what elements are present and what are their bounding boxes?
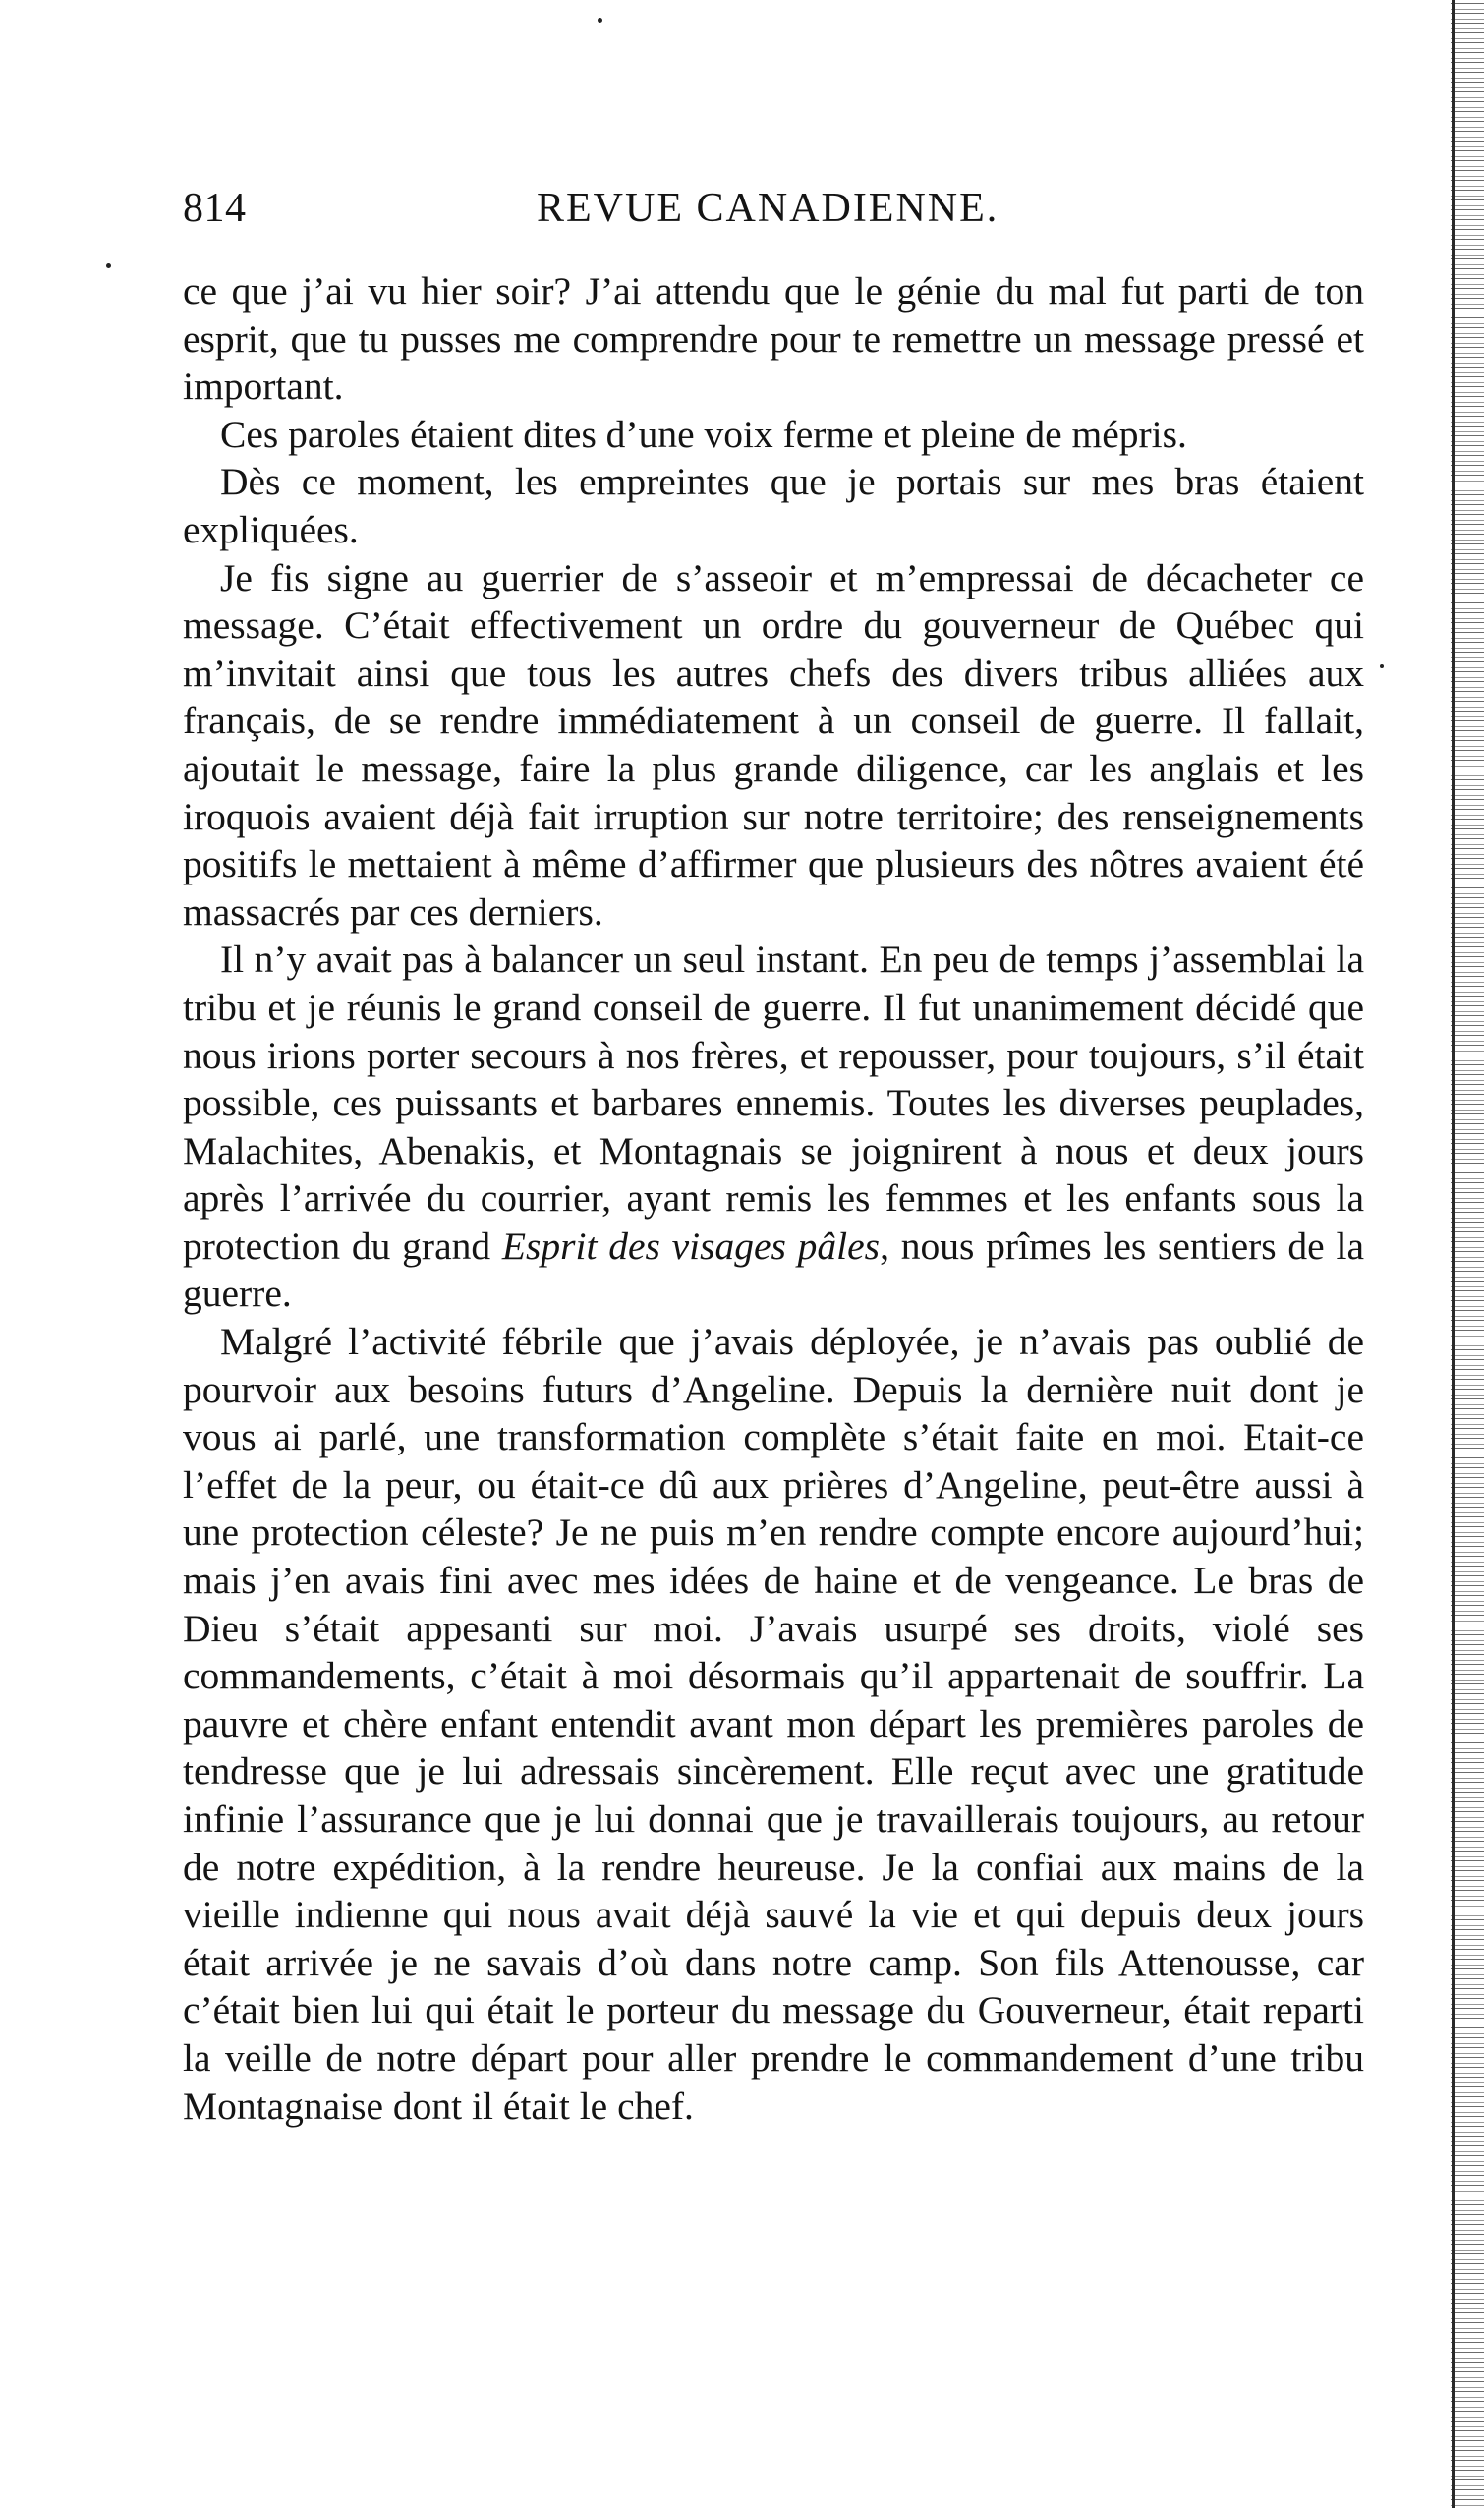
page-header (183, 185, 1364, 244)
italic-phrase: Esprit des visages pâles (501, 1224, 881, 1268)
paragraph-text: Il n’y avait pas à balancer un seul instant. En peu de temps j’assemblai la tribu et je réunis le grand conseil de guerre. Il fut unanimement décidé que nous irions porter secours à nos frères, et repousser, pour toujours, s’il était possible, ces puissants et barbares ennemis. Toutes les diverses peuplades, Malachites, Abenakis, et Montagnais se joignirent à nous et deux jours après l’arrivée du courrier, ayant remis les femmes et les enfants sous la protection du grand (183, 938, 1364, 1268)
running-head: REVUE CANADIENNE. (537, 186, 999, 231)
paragraph: Je fis signe au guerrier de s’asseoir et m’empressai de décacheter ce message. C’était effectivement un ordre du gouverneur de Québec qui m’invitait ainsi que tous les autres chefs des divers tribus alliées aux français, de se rendre immédiatement à un conseil de guerre. Il fallait, ajoutait le message, faire la plus grande diligence, car les anglais et les iroquois avaient déjà fait irruption sur notre territoire; des renseignements positifs le mettaient à même d’affirmer que plusieurs des nôtres avaient été massacrés par ces derniers. (183, 555, 1364, 934)
paragraph-text: , nous prîmes les sentiers de la guerre. (183, 1224, 1364, 1316)
ink-speck (1380, 664, 1384, 668)
paragraph: Ces paroles étaient dites d’une voix ferme et pleine de mépris. (220, 412, 1187, 456)
binding-line (1452, 0, 1455, 2508)
page-number: 814 (183, 186, 247, 231)
binding-edge (1451, 0, 1484, 2508)
ink-speck (598, 18, 602, 23)
ink-speck (106, 263, 111, 268)
paragraph-continuation: ce que j’ai vu hier soir? J’ai attendu que le génie du mal fut parti de ton esprit, que tu pusses me comprendre pour te remettre un message pressé et important. (183, 269, 1364, 409)
paragraph-with-italic (183, 936, 1364, 1318)
body-text (183, 267, 1364, 2130)
paragraph: Malgré l’activité fébrile que j’avais déployée, je n’avais pas oublié de pourvoir aux besoins futurs d’Angeline. Depuis la dernière nuit dont je vous ai parlé, une transformation complète s’était faite en moi. Etait-ce l’effet de la peur, ou était-ce dû aux prières d’Angeline, peut-être aussi à une protection céleste? Je ne puis m’en rendre compte encore aujourd’hui; mais j’en avais fini avec mes idées de haine et de vengeance. Le bras de Dieu s’était appesanti sur moi. J’avais usurpé ses droits, violé ses commandements, c’était à moi désormais qu’il appartenait de souffrir. La pauvre et chère enfant entendit avant mon départ les premières paroles de tendresse que je lui adressais sincèrement. Elle reçut avec une gratitude infinie l’assurance que je lui donnai que je travaillerais toujours, au retour de notre expédition, à la rendre heureuse. Je la confiai aux mains de la vieille indienne qui nous avait déjà sauvé la vie et qui depuis deux jours était arrivée je ne savais d’où dans notre camp. Son fils Attenousse, car c’était bien lui qui était le porteur du message du Gouverneur, était reparti la veille de notre départ pour aller prendre le commandement d’une tribu Montagnaise dont il était le chef. (183, 1320, 1364, 2128)
paragraph: Dès ce moment, les empreintes que je portais sur mes bras étaient expliquées. (183, 460, 1364, 551)
